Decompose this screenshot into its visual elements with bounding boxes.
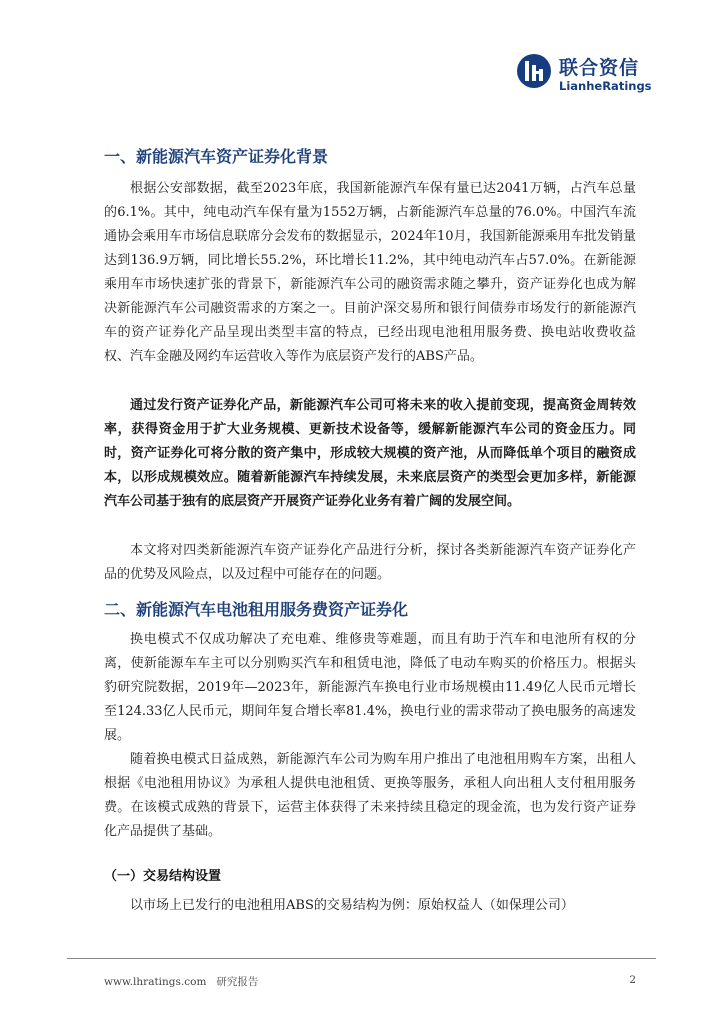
section-1-paragraph-1: 根据公安部数据，截至2023年底，我国新能源汽车保有量已达2041万辆，占汽车总量的6.1%。其中，纯电动汽车保有量为1552万辆，占新能源汽车总量的76.0%。中国汽车流通协会乘用车市场信息联席分会发布的数据显示，2024年10月，我国新能源乘用车批发销量达到136.9万辆，同比增长55.2%，环比增长11.2%，其中纯电动汽车占57.0%。在新能源乘用车市场快速扩张的背景下，新能源汽车公司的融资需求随之攀升，资产证券化也成为解决新能源汽车公司融资需求的方案之一。目前沪深交易所和银行间债券市场发行的新能源汽车的资产证券化产品呈现出类型丰富的特点，已经出现电池租用服务费、换电站收费收益权、汽车金融及网约车运营收入等作为底层资产发行的ABS产品。 [104, 181, 636, 364]
section-2-heading: 二、新能源汽车电池租用服务费资产证券化 [104, 600, 409, 619]
section-1-paragraph-3: 本文将对四类新能源汽车资产证券化产品进行分析，探讨各类新能源汽车资产证券化产品的优势及风险点，以及过程中可能存在的问题。 [104, 543, 636, 582]
subsection-paragraph: 以市场上已发行的电池租用ABS的交易结构为例：原始权益人（如保理公司） [130, 898, 574, 913]
section-1-paragraph-2-bold: 通过发行资产证券化产品，新能源汽车公司可将未来的收入提前变现，提高资金周转效率，获得资金用于扩大业务规模、更新技术设备等，缓解新能源汽车公司的资金压力。同时，资产证券化可将分散的资产集中，形成较大规模的资产池，从而降低单个项目的融资成本，以形成规模效应。随着新能源汽车持续发展，未来底层资产的类型会更加多样，新能源汽车公司基于独有的底层资产开展资产证券化业务有着广阔的发展空间。 [104, 398, 636, 509]
footer-website: www.lhratings.com [104, 976, 207, 988]
footer-info [104, 974, 258, 989]
page-number: 2 [629, 974, 636, 986]
footer-doc-type: 研究报告 [216, 976, 259, 988]
section-1-heading: 一、新能源汽车资产证券化背景 [104, 147, 329, 166]
footer-divider [67, 958, 656, 959]
subsection-heading: （一）交易结构设置 [104, 869, 222, 884]
section-2-paragraph-1: 换电模式不仅成功解决了充电难、维修贵等难题，而且有助于汽车和电池所有权的分离，使新能源车车主可以分别购买汽车和租赁电池，降低了电动车购买的价格压力。根据头豹研究院数据，2019年—2023年，新能源汽车换电行业市场规模由11.49亿人民币元增长至124.33亿人民币元，期间年复合增长率81.4%，换电行业的需求带动了换电服务的高速发展。 [104, 632, 636, 743]
logo-chinese-name: 联合资信 [559, 57, 640, 79]
lianhe-logo-icon [516, 53, 552, 89]
lianhe-ratings-logo [516, 50, 656, 100]
logo-english-name: LianheRatings [559, 79, 652, 93]
section-2-paragraph-2: 随着换电模式日益成熟，新能源汽车公司为购车用户推出了电池租用购车方案，出租人根据《电池租用协议》为承租人提供电池租赁、更换等服务，承租人向出租人支付租用服务费。在该模式成熟的背景下，运营主体获得了未来持续且稳定的现金流，也为发行资产证券化产品提供了基础。 [104, 752, 636, 839]
